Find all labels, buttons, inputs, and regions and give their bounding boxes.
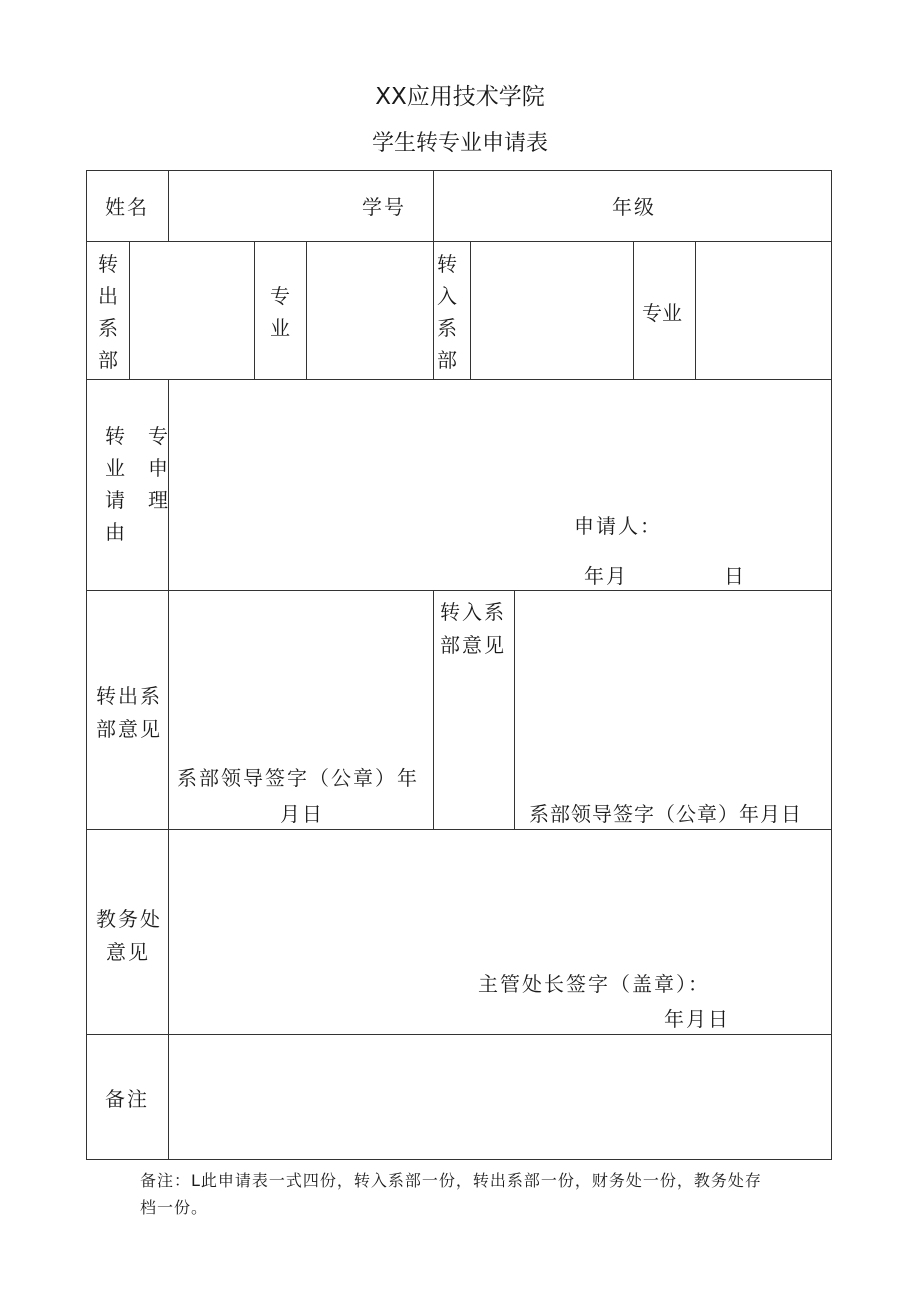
- from-major-label: [269, 280, 291, 344]
- reason-label-char: 理: [148, 488, 168, 512]
- reason-date-year-month: 年月: [584, 564, 628, 588]
- column-divider: [168, 829, 169, 1034]
- to-major-label: 专业: [642, 301, 682, 325]
- reason-date-day: 日: [724, 564, 744, 588]
- from-major-label-char: 业: [270, 316, 290, 340]
- academic-affairs-date: 年月日: [664, 1007, 730, 1031]
- row-divider: [86, 241, 832, 242]
- column-divider: [695, 241, 696, 379]
- name-field[interactable]: [170, 172, 350, 240]
- grade-field[interactable]: [670, 172, 830, 240]
- from-dept-sign-line1: 系部领导签字（公章）年: [177, 766, 419, 790]
- column-divider: [433, 241, 434, 379]
- school-title: XX应用技术学院: [375, 84, 545, 110]
- column-divider: [514, 590, 515, 829]
- to-dept-opinion-label: [440, 596, 506, 662]
- row-divider: [86, 829, 832, 830]
- remarks-field[interactable]: [170, 1036, 830, 1158]
- from-major-label-char: 专: [270, 284, 290, 308]
- row-divider: [86, 1034, 832, 1035]
- from-dept-label-char: 系: [98, 316, 118, 340]
- academic-affairs-sign: 主管处长签字（盖章）：: [478, 972, 710, 996]
- label-line: 教务处: [96, 907, 162, 931]
- name-label: 姓名: [105, 195, 149, 219]
- label-line: 部意见: [440, 633, 506, 657]
- reason-label-col1: [104, 420, 126, 548]
- from-dept-label: [97, 248, 119, 376]
- column-divider: [168, 590, 169, 829]
- to-dept-label-char: 入: [437, 284, 457, 308]
- reason-label-char: 申: [148, 456, 168, 480]
- from-dept-label-char: 出: [98, 284, 118, 308]
- to-dept-label-char: 系: [437, 316, 457, 340]
- from-dept-opinion-label: [96, 680, 162, 746]
- reason-label-col2: [147, 420, 169, 516]
- from-major-field[interactable]: [308, 243, 432, 378]
- label-line: 转入系: [440, 600, 506, 624]
- applicant-label: 申请人：: [574, 514, 662, 538]
- academic-affairs-label: [96, 903, 162, 969]
- label-line: 部意见: [96, 717, 162, 741]
- label-line: 意见: [106, 940, 150, 964]
- from-dept-field[interactable]: [131, 243, 253, 378]
- row-divider: [86, 590, 832, 591]
- column-divider: [433, 170, 434, 241]
- row-divider: [86, 379, 832, 380]
- column-divider: [433, 590, 434, 829]
- to-major-field[interactable]: [697, 243, 830, 378]
- column-divider: [129, 241, 130, 379]
- column-divider: [168, 170, 169, 241]
- remarks-label: 备注: [105, 1087, 149, 1111]
- student-id-label: 学号: [362, 195, 406, 219]
- reason-label-char: 专: [148, 424, 168, 448]
- footnote-line: 档一份。: [140, 1198, 209, 1217]
- label-line: 转出系: [96, 684, 162, 708]
- column-divider: [306, 241, 307, 379]
- reason-label-char: 由: [105, 520, 125, 544]
- column-divider: [633, 241, 634, 379]
- to-dept-label-char: 部: [437, 348, 457, 372]
- reason-label-char: 请: [105, 488, 125, 512]
- from-dept-opinion-field[interactable]: [170, 592, 432, 752]
- academic-affairs-field[interactable]: [170, 831, 830, 961]
- from-dept-sign-line2: 月日: [280, 802, 324, 826]
- reason-field[interactable]: [170, 381, 830, 501]
- column-divider: [254, 241, 255, 379]
- to-dept-label: [436, 248, 458, 376]
- column-divider: [168, 1034, 169, 1160]
- reason-label-char: 转: [105, 424, 125, 448]
- footnote-line: 备注：L此申请表一式四份，转入系部一份，转出系部一份，财务处一份，教务处存: [140, 1171, 762, 1190]
- column-divider: [470, 241, 471, 379]
- footnote: [140, 1167, 830, 1221]
- reason-label-char: 业: [105, 456, 125, 480]
- form-title: 学生转专业申请表: [371, 131, 548, 156]
- to-dept-opinion-field[interactable]: [516, 592, 830, 788]
- from-dept-label-char: 部: [98, 348, 118, 372]
- to-dept-label-char: 转: [437, 252, 457, 276]
- grade-label: 年级: [612, 195, 656, 219]
- to-dept-sign: 系部领导签字（公章）年月日: [529, 802, 802, 826]
- from-dept-label-char: 转: [98, 252, 118, 276]
- to-dept-field[interactable]: [472, 243, 632, 378]
